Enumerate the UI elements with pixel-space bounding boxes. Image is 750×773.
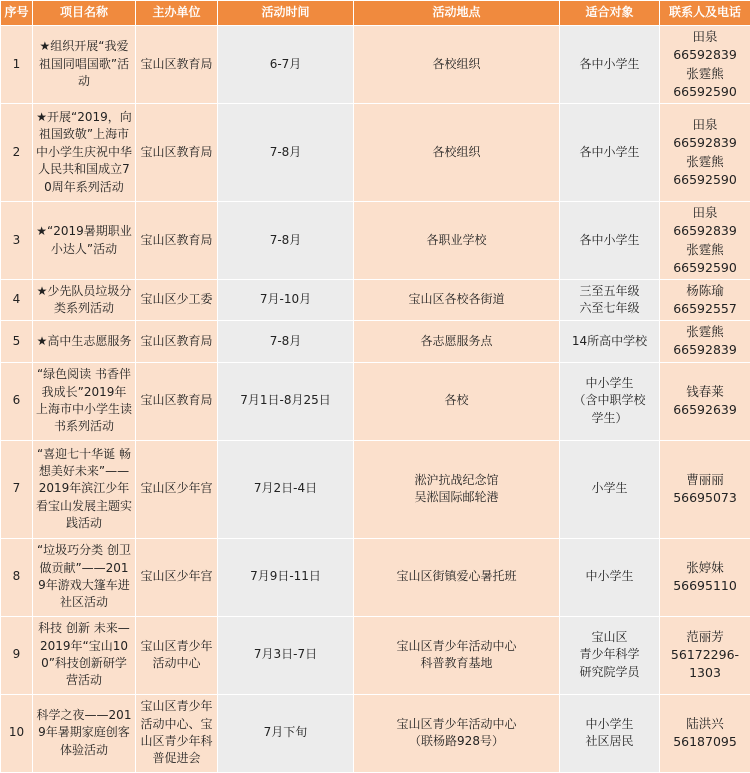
table-row [1,321,750,362]
activity-time: 7月1日-8月25日 [218,362,354,440]
place-line: 各职业学校 [357,232,556,249]
target-audience [560,538,660,616]
table-row [1,362,750,440]
audience-line: 中小学生 [563,375,656,392]
header-place: 活动地点 [354,1,560,26]
row-number: 1 [1,26,33,104]
target-audience [560,440,660,538]
contact-info [660,202,750,280]
project-name-text: “喜迎七十华诞 畅想美好未来”——2019年滨江少年看宝山发展主题实践活动 [36,447,132,531]
project-name [33,694,136,772]
activity-place [354,538,560,616]
target-audience [560,362,660,440]
row-number: 3 [1,202,33,280]
organizer [136,280,218,321]
project-name [33,362,136,440]
contact-line: 56172296- [663,646,747,664]
contact-info [660,616,750,694]
table-body [1,26,750,773]
organizer [136,694,218,772]
contact-line: 张霆熊 [663,323,747,341]
organizer [136,202,218,280]
contact-line: 66592839 [663,341,747,359]
contact-line: 张霆熊 [663,65,747,83]
row-number: 5 [1,321,33,362]
table-row [1,26,750,104]
target-audience [560,694,660,772]
activity-place [354,694,560,772]
organizer [136,362,218,440]
organizer [136,440,218,538]
place-line: 淞沪抗战纪念馆 [357,472,556,489]
contact-line: 杨陈瑜 [663,282,747,300]
place-line: 各校 [357,392,556,409]
contact-info [660,440,750,538]
activity-time: 6-7月 [218,26,354,104]
contact-line: 范丽芳 [663,628,747,646]
contact-info [660,538,750,616]
place-line: 各校组织 [357,56,556,73]
audience-line: 三至五年级 [563,283,656,300]
contact-line: 田泉 [663,28,747,46]
header-row [1,1,750,26]
contact-line: 66592839 [663,46,747,64]
activity-place [354,280,560,321]
organizer-text: 宝山区少工委 [140,292,212,306]
contact-line: 66592590 [663,171,747,189]
project-name-text: ★开展“2019，向祖国致敬”上海市中小学生庆祝中华人民共和国成立70周年系列活动 [36,110,132,194]
target-audience [560,104,660,202]
organizer-text: 宝山区教育局 [140,393,212,407]
place-line: （联杨路928号） [357,733,556,750]
audience-line: 各中小学生 [563,144,656,161]
contact-line: 田泉 [663,204,747,222]
organizer [136,104,218,202]
place-line: 各志愿服务点 [357,333,556,350]
organizer-text: 宝山区教育局 [140,334,212,348]
contact-line: 66592839 [663,222,747,240]
activity-place [354,321,560,362]
organizer [136,538,218,616]
activity-time: 7-8月 [218,321,354,362]
contact-info [660,26,750,104]
project-name-text: ★高中生志愿服务 [37,334,132,348]
organizer [136,321,218,362]
organizer-text: 宝山区教育局 [140,145,212,159]
place-line: 宝山区青少年活动中心 [357,638,556,655]
contact-line: 陆洪兴 [663,715,747,733]
activity-place [354,362,560,440]
audience-line: 中小学生 [563,716,656,733]
audience-line: 社区居民 [563,733,656,750]
audience-line: 六至七年级 [563,300,656,317]
project-name-text: 科技 创新 未来—2019年“宝山100”科技创新研学营活动 [38,621,130,687]
audience-line: 14所高中学校 [563,333,656,350]
activity-place [354,202,560,280]
contact-line: 56187095 [663,733,747,751]
header-org: 主办单位 [136,1,218,26]
target-audience [560,280,660,321]
table-row [1,280,750,321]
organizer-text: 宝山区教育局 [140,233,212,247]
audience-line: 青少年科学 [563,646,656,663]
project-name [33,26,136,104]
activity-time: 7-8月 [218,202,354,280]
audience-line: 各中小学生 [563,56,656,73]
place-line: 吴淞国际邮轮港 [357,489,556,506]
contact-line: 66592590 [663,83,747,101]
table-row [1,104,750,202]
activity-time: 7月3日-7日 [218,616,354,694]
contact-info [660,362,750,440]
table-row [1,440,750,538]
activity-time: 7月下旬 [218,694,354,772]
activity-place [354,616,560,694]
contact-line: 66592590 [663,259,747,277]
project-name [33,538,136,616]
organizer-text: 宝山区青少年活动中心、宝山区青少年科普促进会 [140,699,212,765]
project-name [33,202,136,280]
project-name-text: “绿色阅读 书香伴我成长”2019年上海市中小学生读书系列活动 [36,367,132,433]
activity-time: 7月9日-11日 [218,538,354,616]
organizer [136,26,218,104]
header-audience: 适合对象 [560,1,660,26]
project-name [33,616,136,694]
header-contact: 联系人及电话 [660,1,750,26]
audience-line: 中小学生 [563,568,656,585]
table-row [1,616,750,694]
project-name [33,280,136,321]
organizer [136,616,218,694]
place-line: 宝山区青少年活动中心 [357,716,556,733]
place-line: 宝山区街镇爱心暑托班 [357,568,556,585]
table-row [1,538,750,616]
target-audience [560,202,660,280]
row-number: 8 [1,538,33,616]
row-number: 4 [1,280,33,321]
contact-line: 张霆熊 [663,241,747,259]
row-number: 2 [1,104,33,202]
audience-line: 小学生 [563,480,656,497]
project-name [33,440,136,538]
contact-info [660,280,750,321]
place-line: 科普教育基地 [357,655,556,672]
contact-info [660,321,750,362]
project-name-text: ★“2019暑期职业小达人”活动 [36,224,132,255]
organizer-text: 宝山区青少年活动中心 [140,639,212,670]
project-name-text: “垃圾巧分类 创卫做贡献”——2019年游戏大篷车进社区活动 [37,543,131,609]
place-line: 宝山区各校各街道 [357,291,556,308]
contact-line: 1303 [663,664,747,682]
project-name-text: ★组织开展“我爱祖国同唱国歌”活动 [39,39,129,88]
contact-info [660,104,750,202]
contact-line: 张霆熊 [663,153,747,171]
place-line: 各校组织 [357,144,556,161]
contact-line: 56695073 [663,489,747,507]
contact-line: 钱春莱 [663,383,747,401]
audience-line: 各中小学生 [563,232,656,249]
contact-line: 66592639 [663,401,747,419]
activity-time: 7月-10月 [218,280,354,321]
activity-time: 7-8月 [218,104,354,202]
activity-time: 7月2日-4日 [218,440,354,538]
header-no: 序号 [1,1,33,26]
contact-line: 曹丽丽 [663,471,747,489]
target-audience [560,321,660,362]
organizer-text: 宝山区少年宫 [140,569,212,583]
table-row [1,202,750,280]
activity-place [354,440,560,538]
activity-place [354,104,560,202]
contact-line: 66592557 [663,300,747,318]
target-audience [560,26,660,104]
row-number: 9 [1,616,33,694]
project-name-text: ★少先队员垃圾分类系列活动 [37,284,132,315]
activity-place [354,26,560,104]
contact-line: 56695110 [663,577,747,595]
contact-line: 张婷妹 [663,559,747,577]
header-time: 活动时间 [218,1,354,26]
contact-line: 66592839 [663,134,747,152]
organizer-text: 宝山区少年宫 [140,481,212,495]
organizer-text: 宝山区教育局 [140,57,212,71]
contact-line: 田泉 [663,116,747,134]
project-name [33,321,136,362]
contact-info [660,694,750,772]
audience-line: 宝山区 [563,629,656,646]
target-audience [560,616,660,694]
row-number: 6 [1,362,33,440]
project-name-text: 科学之夜——2019年暑期家庭创客体验活动 [37,708,132,757]
header-name: 项目名称 [33,1,136,26]
audience-line: 研究院学员 [563,664,656,681]
project-name [33,104,136,202]
row-number: 10 [1,694,33,772]
audience-line: （含中职学校 [563,392,656,409]
row-number: 7 [1,440,33,538]
table-row [1,694,750,772]
audience-line: 学生） [563,410,656,427]
